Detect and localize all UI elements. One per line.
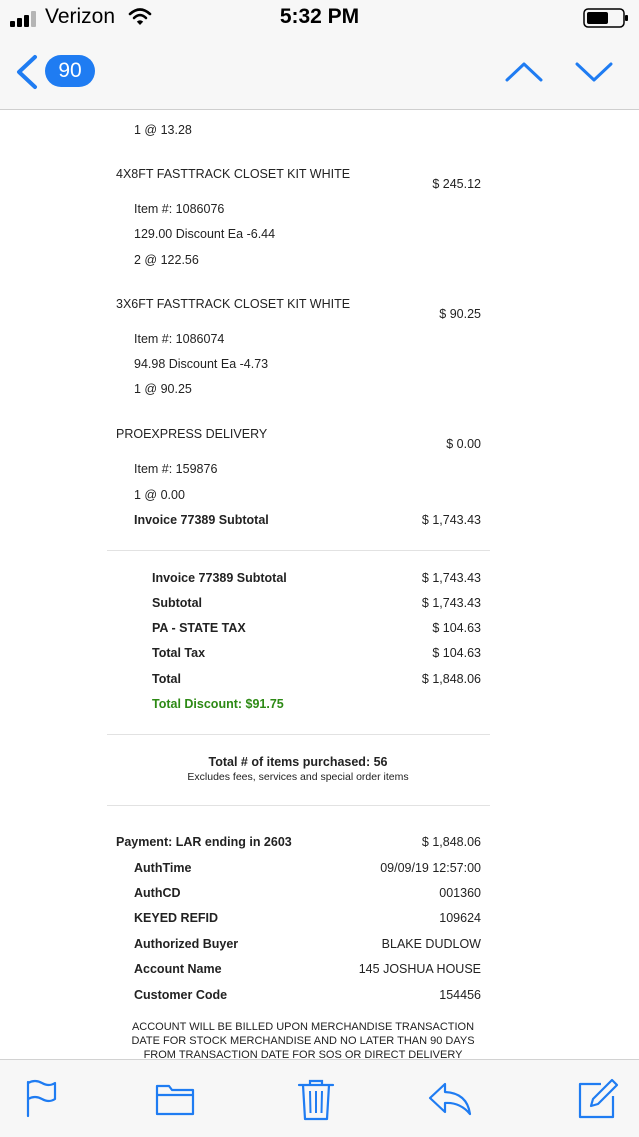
auth-time-label: AuthTime [134,861,192,875]
item-price: $ 90.25 [439,307,481,321]
email-body[interactable] [0,110,639,1059]
divider [107,550,490,551]
tax-label: PA - STATE TAX [152,621,246,635]
notice-line: FROM TRANSACTION DATE FOR SOS OR DIRECT DELIVERY [143,1049,463,1059]
flag-icon[interactable] [23,1078,59,1118]
total-tax-label: Total Tax [152,646,206,660]
item-price: $ 0.00 [446,437,481,451]
notice-line: DATE FOR STOCK MERCHANDISE AND NO LATER THAN 90 DAYS [131,1035,475,1047]
item-qty: 1 @ 90.25 [134,382,192,396]
total-value: $ 1,848.06 [421,672,481,686]
qty-price-line: 1 @ 13.28 [134,123,192,137]
total-label: Total [152,672,181,686]
items-count-title: Total # of items purchased: 56 [208,755,388,769]
total-discount: Total Discount: $91.75 [152,697,284,711]
items-count-note: Excludes fees, services and special order items [187,771,409,783]
back-unread-count[interactable]: 90 [45,55,95,87]
trash-icon[interactable] [297,1078,335,1122]
mail-toolbar [0,1059,639,1137]
invoice-subtotal-label: Invoice 77389 Subtotal [134,513,269,527]
tax-value: $ 104.63 [432,621,481,635]
customer-code-label: Customer Code [134,988,228,1002]
up-chevron-icon[interactable] [505,61,543,83]
carrier-name: Verizon [45,5,116,28]
back-chevron-icon[interactable] [14,54,40,90]
buyer-value: BLAKE DUDLOW [381,937,481,951]
status-bar [0,0,639,36]
divider [107,734,490,735]
item-discount: 129.00 Discount Ea -6.44 [134,227,276,241]
auth-time-value: 09/09/19 12:57:00 [380,861,481,875]
item-qty: 1 @ 0.00 [134,488,185,502]
item-discount: 94.98 Discount Ea -4.73 [134,357,269,371]
item-qty: 2 @ 122.56 [134,253,199,267]
item-name: PROEXPRESS DELIVERY [116,427,268,441]
total-tax-value: $ 104.63 [432,646,481,660]
payment-label: Payment: LAR ending in 2603 [116,835,292,849]
item-number: Item #: 1086074 [134,332,225,346]
item-number: Item #: 159876 [134,462,218,476]
item-number: Item #: 1086076 [134,202,225,216]
reply-icon[interactable] [427,1078,473,1118]
refid-label: KEYED REFID [134,911,219,925]
billing-notice [120,1020,486,1059]
invoice-subtotal-value: $ 1,743.43 [421,513,481,527]
mail-nav-bar [0,36,639,110]
folder-icon[interactable] [154,1078,196,1118]
compose-icon[interactable] [577,1078,619,1120]
subtotal-value: $ 1,743.43 [421,596,481,610]
auth-cd-label: AuthCD [134,886,181,900]
battery-icon [583,8,629,28]
item-name: 4X8FT FASTTRACK CLOSET KIT WHITE [116,167,351,181]
subtotal-label: Subtotal [152,596,202,610]
item-price: $ 245.12 [432,177,481,191]
buyer-label: Authorized Buyer [134,937,239,951]
down-chevron-icon[interactable] [575,61,613,83]
account-name-value: 145 JOSHUA HOUSE [358,962,481,976]
status-time: 5:32 PM [279,5,360,28]
notice-line: ACCOUNT WILL BE BILLED UPON MERCHANDISE TRANSACTION [131,1021,475,1033]
payment-value: $ 1,848.06 [421,835,481,849]
refid-value: 109624 [439,911,481,925]
auth-cd-value: 001360 [439,886,481,900]
divider [107,805,490,806]
summary-invoice-subtotal-label: Invoice 77389 Subtotal [152,571,287,585]
summary-invoice-subtotal-value: $ 1,743.43 [421,571,481,585]
item-name: 3X6FT FASTTRACK CLOSET KIT WHITE [116,297,351,311]
account-name-label: Account Name [134,962,222,976]
customer-code-value: 154456 [439,988,481,1002]
